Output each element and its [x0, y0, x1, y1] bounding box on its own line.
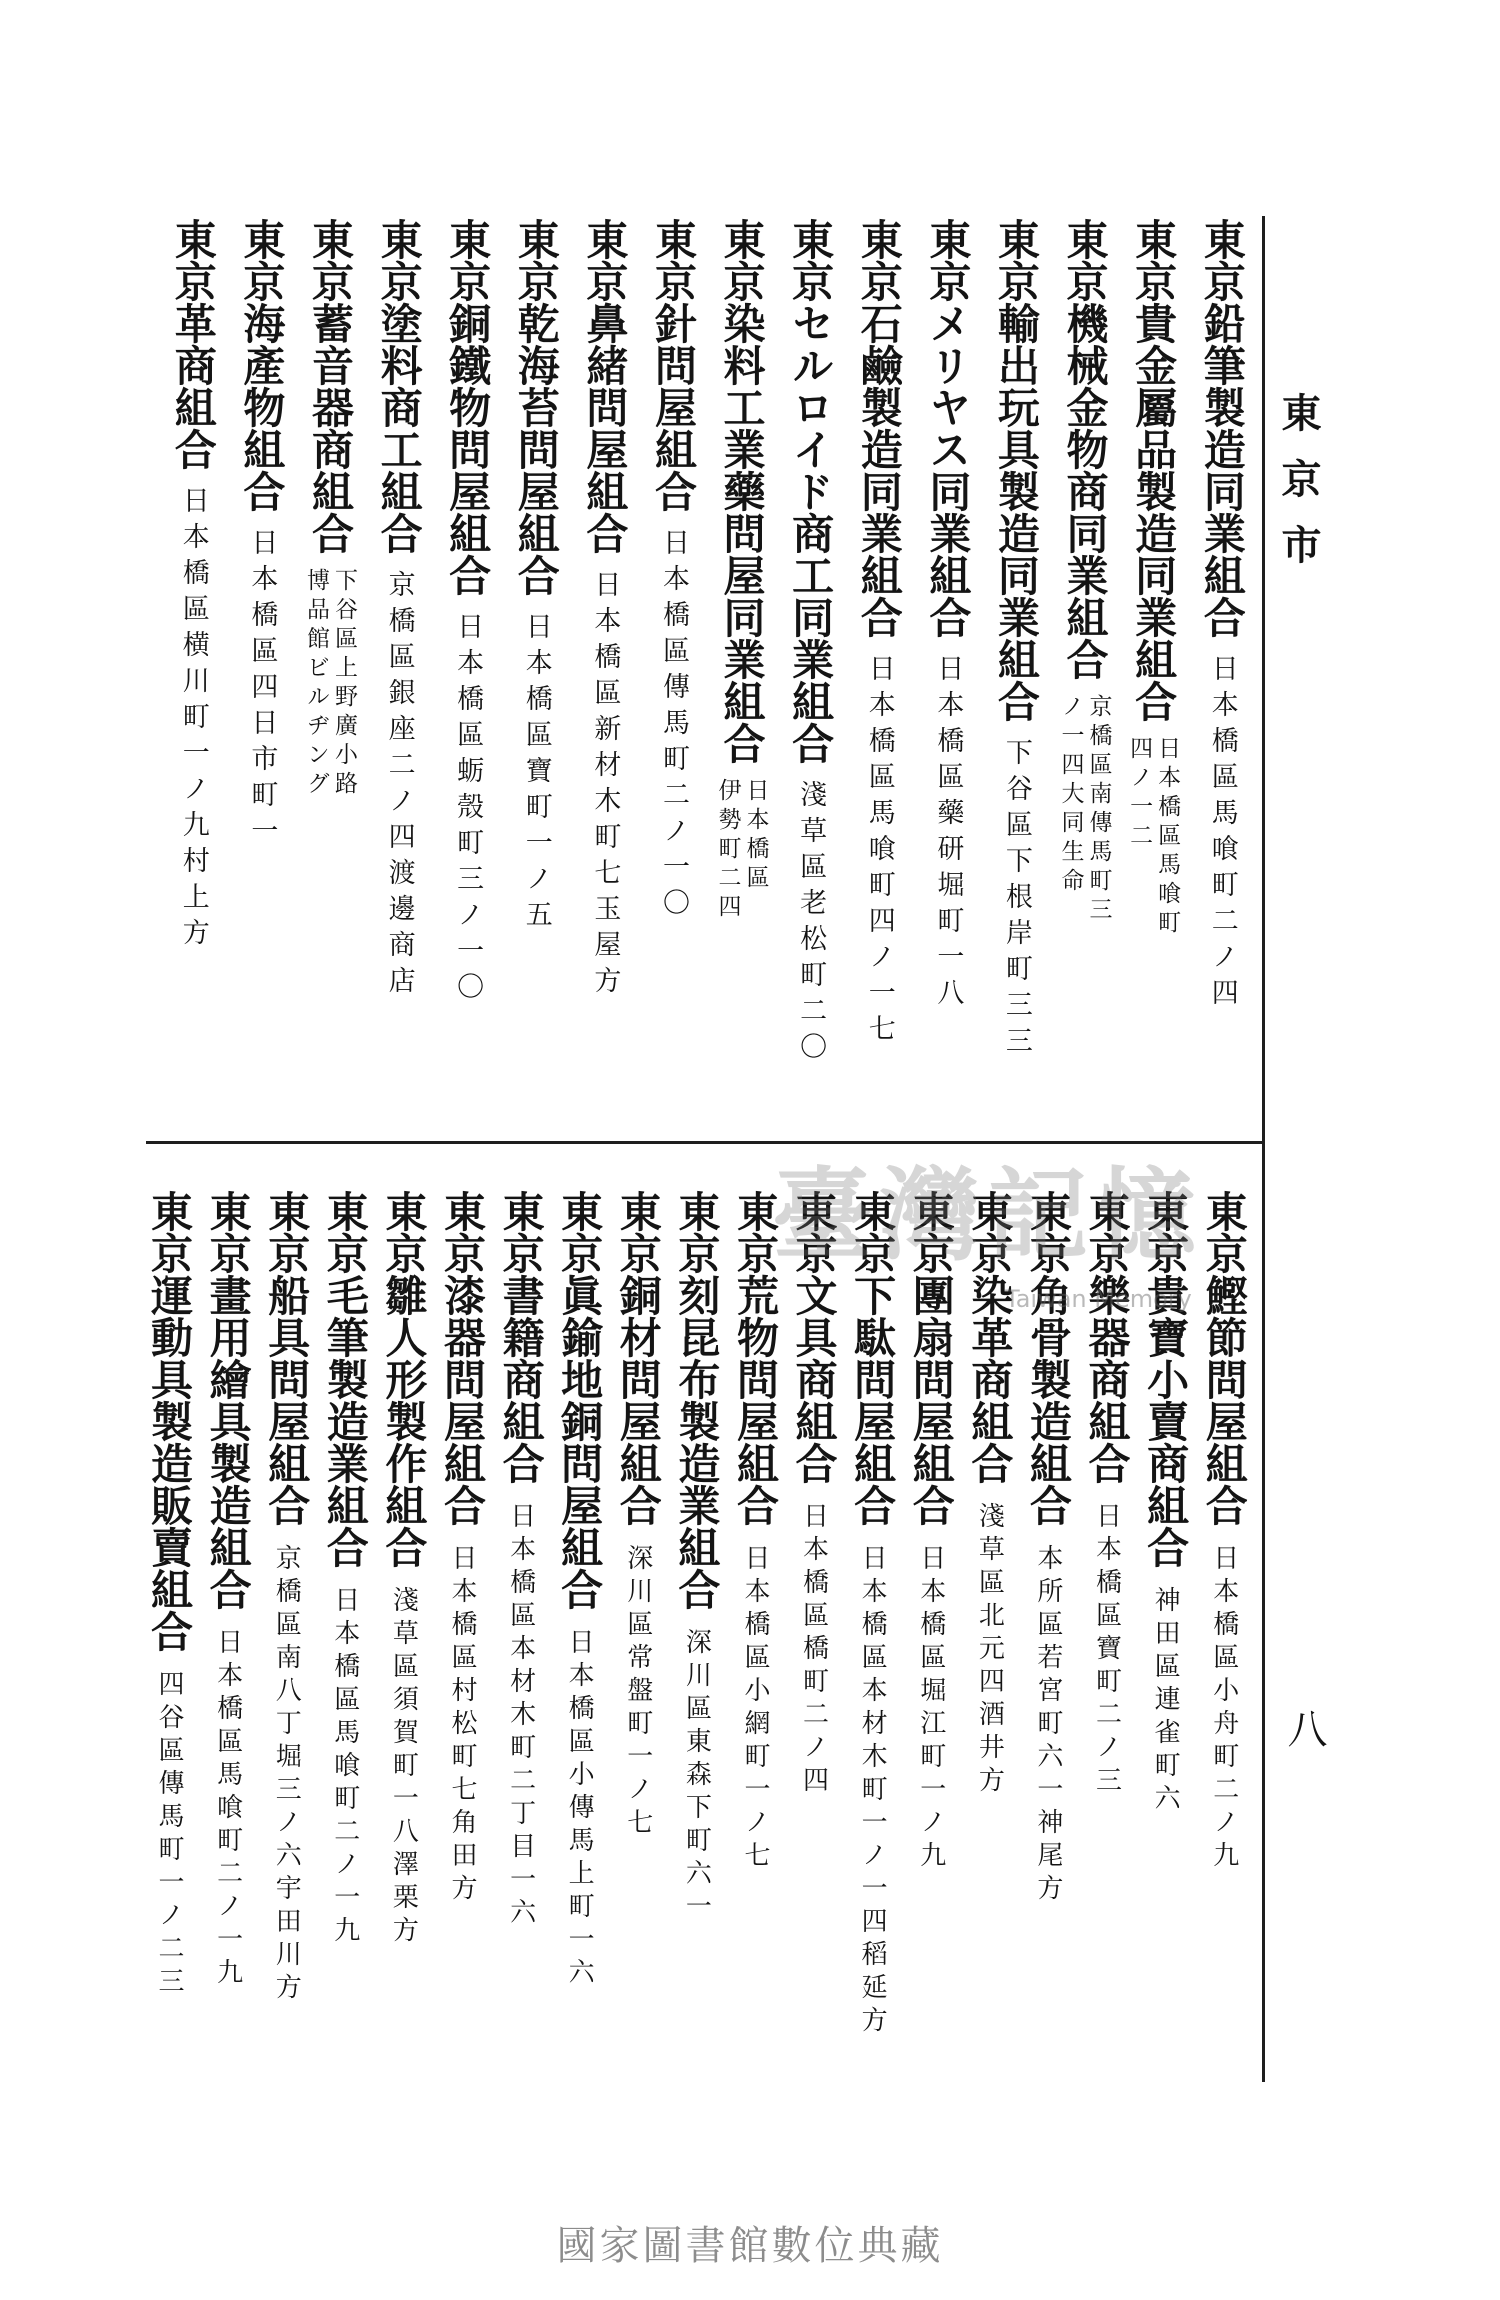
horizontal-rule: [146, 1141, 1265, 1144]
association-name: 東京石鹼製造同業組合: [854, 218, 904, 638]
association-entry: [491, 1190, 550, 2080]
association-name: 東京乾海苔問屋組合: [511, 218, 561, 596]
association-entry: [639, 218, 708, 1133]
association-name: 東京眞鍮地銅問屋組合: [555, 1190, 605, 1610]
association-address: 日本橋區寶町一ノ五: [520, 612, 552, 936]
association-name: 東京セルロイド商工同業組合: [786, 218, 836, 764]
association-entry: [608, 1190, 667, 2080]
association-entry: [550, 1190, 609, 2080]
association-address: 日本橋區四日市町一: [246, 528, 278, 852]
association-address: 日本橋區小傳馬上町一六: [564, 1628, 595, 1991]
vertical-rule: [1262, 216, 1265, 2082]
address-line: 伊勢町二四: [714, 778, 741, 923]
association-address: 日本橋區横川町一ノ九村上方: [177, 486, 209, 954]
association-name: 東京鰹節問屋組合: [1199, 1190, 1249, 1526]
association-name: 東京畫用繪具製造組合: [203, 1190, 253, 1610]
association-address: 日本橋區馬喰町二ノ一九: [212, 1628, 243, 1991]
association-entry: [1136, 1190, 1195, 2080]
association-address: 日本橋區本材木町二丁目一六: [505, 1502, 536, 1931]
address-line: 京橋區南傳馬町三: [1085, 694, 1112, 926]
association-address: 日本橋區藥研堀町一八: [932, 654, 964, 1014]
association-entry: [667, 1190, 726, 2080]
address-line: 日本橋區馬喰町: [1154, 736, 1181, 939]
association-address: 本所區若宮町六一神尾方: [1032, 1544, 1063, 1907]
association-name: 東京下駄問屋組合: [848, 1190, 898, 1526]
association-entry: [159, 218, 228, 1133]
association-address: 日本橋區新材木町七玉屋方: [589, 570, 621, 1002]
association-address: 淺草區北元四酒井方: [974, 1502, 1005, 1799]
page-number: 八: [1281, 1708, 1327, 1748]
association-name: 東京書籍商組合: [496, 1190, 546, 1484]
association-entry: [960, 1190, 1019, 2080]
address-line: 日本橋區: [742, 778, 769, 894]
association-address: 深川區東森下町六一: [681, 1628, 712, 1925]
association-entry: [316, 1190, 375, 2080]
association-name: 東京銅鐵物問屋組合: [443, 218, 493, 596]
association-name: 東京貴寶小賣商組合: [1141, 1190, 1191, 1568]
association-address: 日本橋區傳馬町二ノ一〇: [657, 528, 689, 924]
association-name: 東京針問屋組合: [648, 218, 698, 512]
watermark-logo: 臺灣記憶: [772, 1156, 1204, 1274]
association-entry: [227, 218, 296, 1133]
address-line: 四ノ一二: [1126, 736, 1153, 852]
association-address: 淺草區須賀町一八澤栗方: [388, 1586, 419, 1949]
association-name: 東京染革商組合: [965, 1190, 1015, 1484]
association-address: [302, 568, 358, 800]
association-name: 東京革商組合: [168, 218, 218, 470]
association-name: 東京機械金物商同業組合: [1060, 218, 1110, 680]
association-name: 東京文具商組合: [789, 1190, 839, 1484]
association-entry: [1050, 218, 1119, 1133]
page-title: 東京市: [1275, 392, 1322, 590]
association-address: 京橋區銀座二ノ四渡邊商店: [383, 570, 415, 1002]
association-entry: [707, 218, 776, 1133]
association-name: 東京銅材問屋組合: [613, 1190, 663, 1526]
association-name: 東京海產物組合: [237, 218, 287, 512]
association-entry: [982, 218, 1051, 1133]
association-name: 東京輸出玩具製造同業組合: [991, 218, 1041, 722]
association-address: 神田區連雀町六: [1150, 1586, 1181, 1817]
association-address: 日本橋區小舟町二ノ九: [1208, 1544, 1239, 1874]
association-name: 東京樂器商組合: [1082, 1190, 1132, 1484]
address-line: 博品館ビルヂング: [302, 568, 329, 800]
association-name: 東京角骨製造組合: [1023, 1190, 1073, 1526]
association-address: 京橋區南八丁堀三ノ六宇田川方: [271, 1544, 302, 2006]
association-name: 東京雛人形製作組合: [379, 1190, 429, 1568]
association-address: [714, 778, 770, 923]
association-name: 東京塗料商工組合: [374, 218, 424, 554]
association-entry: [726, 1190, 785, 2080]
association-name: 東京毛筆製造業組合: [320, 1190, 370, 1568]
association-name: 東京團扇問屋組合: [906, 1190, 956, 1526]
association-entry: [374, 1190, 433, 2080]
association-entry: [140, 1190, 199, 2080]
association-address: 日本橋區馬喰町二ノ四: [1206, 654, 1238, 1014]
association-entry: [570, 218, 639, 1133]
association-address: 日本橋區馬喰町二ノ一九: [329, 1586, 360, 1949]
association-entry: [1119, 218, 1188, 1133]
association-address: 日本橋區寶町二ノ三: [1091, 1502, 1122, 1799]
watermark-logo-subtext: Taiwan Memory: [1005, 1285, 1192, 1313]
upper-listing: [157, 218, 1256, 1133]
association-entry: [1019, 1190, 1078, 2080]
association-entry: [433, 218, 502, 1133]
association-entry: [1187, 218, 1256, 1133]
association-address: 淺草區老松町二〇: [795, 780, 827, 1068]
association-address: 日本橋區堀江町一ノ九: [915, 1544, 946, 1874]
association-address: 日本橋區本材木町一ノ一四稻延方: [857, 1544, 888, 2039]
association-name: 東京鼻緒問屋組合: [580, 218, 630, 554]
association-name: 東京蓄音器商組合: [305, 218, 355, 554]
association-entry: [776, 218, 845, 1133]
address-line: ノ一四大同生命: [1057, 694, 1084, 897]
association-name: 東京船具問屋組合: [262, 1190, 312, 1526]
lower-listing: [139, 1190, 1253, 2080]
association-entry: [501, 218, 570, 1133]
association-entry: [364, 218, 433, 1133]
association-entry: [257, 1190, 316, 2080]
association-address: 下谷區下根岸町三三: [1000, 738, 1032, 1062]
association-entry: [1194, 1190, 1253, 2080]
association-address: 四谷區傳馬町一ノ二三: [154, 1670, 185, 2000]
association-name: 東京刻昆布製造業組合: [672, 1190, 722, 1610]
association-entry: [296, 218, 365, 1133]
footer-credit: 國家圖書館數位典藏: [556, 2223, 944, 2269]
association-entry: [433, 1190, 492, 2080]
association-entry: [844, 218, 913, 1133]
association-address: 日本橋區馬喰町四ノ一七: [863, 654, 895, 1050]
association-name: 東京荒物問屋組合: [730, 1190, 780, 1526]
association-address: 日本橋區村松町七角田方: [446, 1544, 477, 1907]
association-address: 深川區常盤町一ノ七: [622, 1544, 653, 1841]
address-line: 下谷區上野廣小路: [330, 568, 357, 800]
association-address: [1125, 736, 1181, 939]
association-address: 日本橋區橋町二ノ四: [798, 1502, 829, 1799]
association-entry: [784, 1190, 843, 2080]
association-name: 東京運動具製造販賣組合: [145, 1190, 195, 1652]
association-entry: [1077, 1190, 1136, 2080]
association-address: 日本橋區蛎殼町三ノ一〇: [452, 612, 484, 1008]
association-entry: [913, 218, 982, 1133]
association-name: 東京貴金屬品製造同業組合: [1129, 218, 1179, 722]
association-name: 東京メリヤス同業組合: [923, 218, 973, 638]
association-address: [1057, 694, 1113, 926]
association-name: 東京染料工業藥問屋同業組合: [717, 218, 767, 764]
association-name: 東京鉛筆製造同業組合: [1197, 218, 1247, 638]
association-name: 東京漆器問屋組合: [437, 1190, 487, 1526]
association-address: 日本橋區小網町一ノ七: [739, 1544, 770, 1874]
association-entry: [901, 1190, 960, 2080]
association-entry: [198, 1190, 257, 2080]
association-entry: [843, 1190, 902, 2080]
